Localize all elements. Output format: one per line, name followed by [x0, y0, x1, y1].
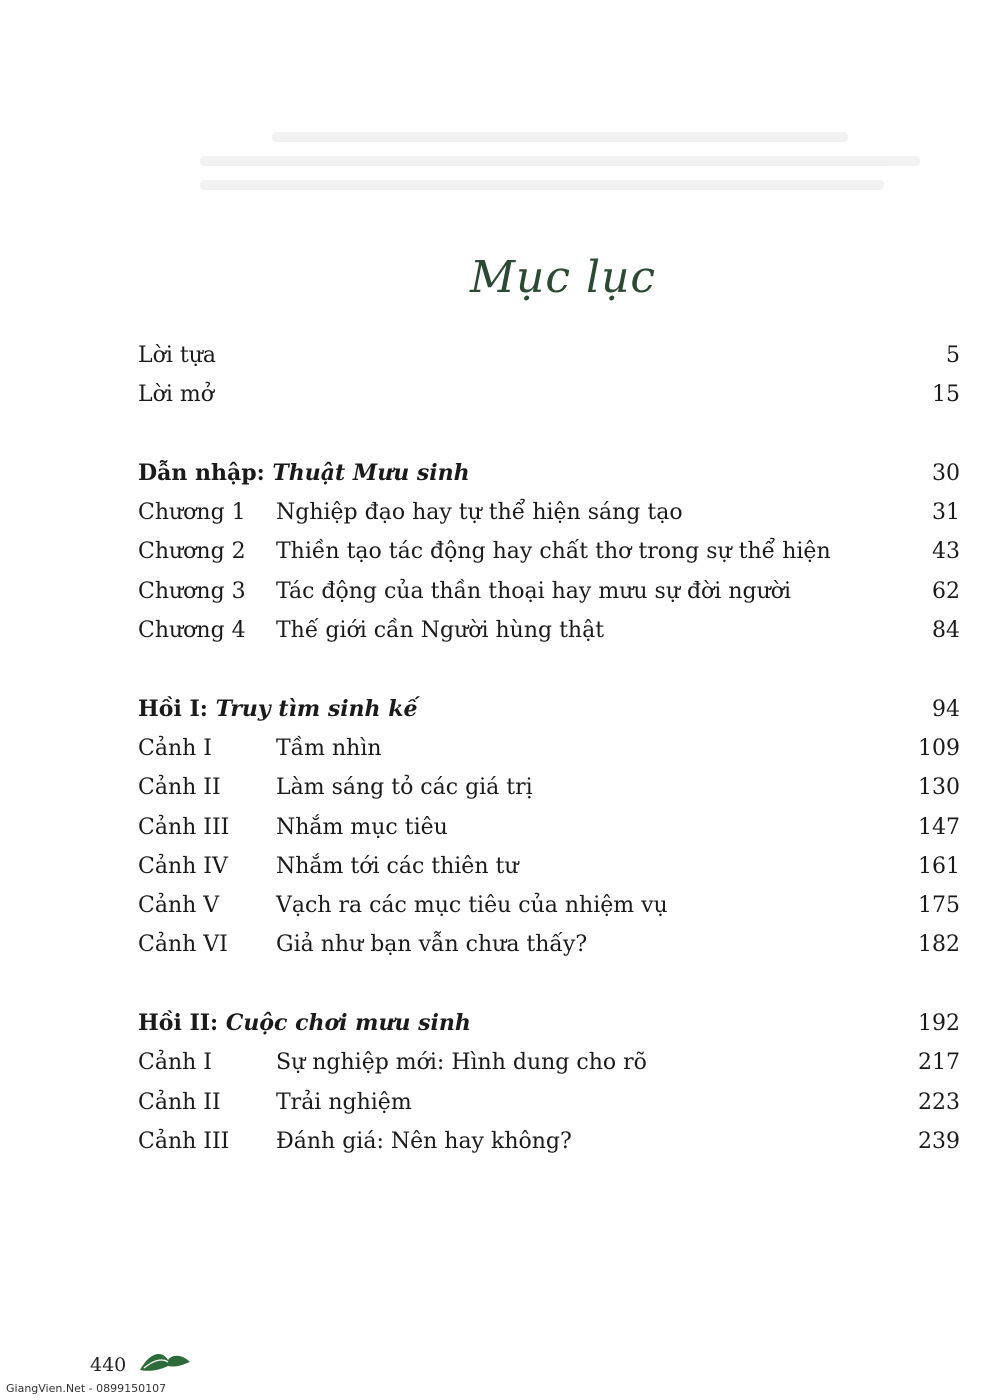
toc-page-number: 109 [918, 735, 960, 761]
toc-row[interactable] [138, 729, 960, 768]
toc-entry-label: Cảnh I [138, 735, 212, 761]
toc-entry-label: Chương 3 [138, 578, 246, 604]
toc-row-front-2[interactable] [138, 375, 960, 414]
toc-entry-label: Cảnh I [138, 1050, 212, 1076]
toc-entry-label: Cảnh II [138, 1089, 221, 1115]
toc-page-number: 31 [932, 500, 960, 526]
toc-entry-label: Cảnh VI [138, 932, 228, 958]
watermark: GiangVien.Net - 0899150107 [6, 1382, 167, 1395]
toc-page-number: 161 [918, 853, 960, 879]
bleed-through-shadow [200, 118, 920, 248]
section-heading: Dẫn nhập: Thuật Mưu sinh [138, 459, 470, 486]
page-number: 440 [90, 1354, 127, 1376]
toc-row[interactable] [138, 847, 960, 886]
toc-section-act-2[interactable] [138, 1004, 960, 1043]
toc-row[interactable] [138, 493, 960, 532]
toc-entry-label: Chương 4 [138, 618, 246, 644]
toc-page-number: 62 [932, 578, 960, 604]
toc-page-number: 5 [946, 343, 960, 368]
page-title: Mục lục [470, 252, 657, 303]
toc-page-number: 94 [932, 696, 960, 722]
section-heading: Hồi I: Truy tìm sinh kế [138, 695, 418, 722]
toc-entry-title: Thế giới cần Người hùng thật [276, 618, 605, 644]
toc-page-number: 30 [932, 460, 960, 486]
toc-row[interactable] [138, 611, 960, 650]
toc-page-number: 84 [932, 618, 960, 644]
toc-section-act-1[interactable] [138, 690, 960, 729]
toc-row[interactable] [138, 1043, 960, 1082]
toc-entry-title: Nhắm tới các thiên tư [276, 853, 519, 879]
toc-entry-label: Cảnh II [138, 775, 221, 801]
toc-entry-label: Chương 1 [138, 500, 246, 526]
toc-entry-title: Trải nghiệm [276, 1089, 412, 1115]
toc-entry-label: Lời tựa [138, 343, 217, 368]
leaf-ornament-icon [138, 1348, 198, 1374]
toc-page-number: 223 [918, 1089, 960, 1115]
toc-page-number: 147 [918, 814, 960, 840]
toc-entry-label: Cảnh IV [138, 853, 228, 879]
toc-row[interactable] [138, 1083, 960, 1122]
toc-row[interactable] [138, 768, 960, 807]
toc-row[interactable] [138, 886, 960, 925]
toc-entry-title: Tác động của thần thoại hay mưu sự đời người [276, 578, 792, 604]
toc-page-number: 239 [918, 1128, 960, 1154]
toc-entry-label: Cảnh III [138, 814, 230, 840]
toc-entry-label: Cảnh III [138, 1128, 230, 1154]
toc-entry-label: Lời mở [138, 382, 214, 408]
table-of-contents [138, 336, 960, 1161]
toc-entry-label: Cảnh V [138, 893, 220, 919]
toc-page-number: 175 [918, 893, 960, 919]
toc-entry-title: Đánh giá: Nên hay không? [276, 1128, 572, 1154]
toc-page-number: 15 [932, 382, 960, 408]
toc-entry-label: Chương 2 [138, 539, 246, 565]
toc-page-number: 130 [918, 775, 960, 801]
toc-row[interactable] [138, 925, 960, 964]
toc-entry-title: Nghiệp đạo hay tự thể hiện sáng tạo [276, 500, 683, 526]
section-heading: Hồi II: Cuộc chơi mưu sinh [138, 1010, 471, 1037]
toc-row[interactable] [138, 1122, 960, 1161]
toc-entry-title: Vạch ra các mục tiêu của nhiệm vụ [276, 893, 668, 919]
toc-row[interactable] [138, 532, 960, 571]
toc-row-front-1[interactable] [138, 336, 960, 375]
toc-entry-title: Làm sáng tỏ các giá trị [276, 775, 533, 801]
toc-row[interactable] [138, 808, 960, 847]
toc-entry-title: Sự nghiệp mới: Hình dung cho rõ [276, 1050, 647, 1076]
toc-entry-title: Thiền tạo tác động hay chất thơ trong sự thể hiện [276, 539, 831, 565]
toc-page-number: 217 [918, 1050, 960, 1076]
toc-page-number: 182 [918, 932, 960, 958]
toc-page-number: 43 [932, 539, 960, 565]
toc-row[interactable] [138, 572, 960, 611]
toc-section-intro[interactable] [138, 454, 960, 493]
toc-entry-title: Tầm nhìn [276, 735, 382, 761]
toc-page-number: 192 [918, 1011, 960, 1037]
toc-entry-title: Giả như bạn vẫn chưa thấy? [276, 932, 588, 958]
toc-entry-title: Nhắm mục tiêu [276, 814, 448, 840]
